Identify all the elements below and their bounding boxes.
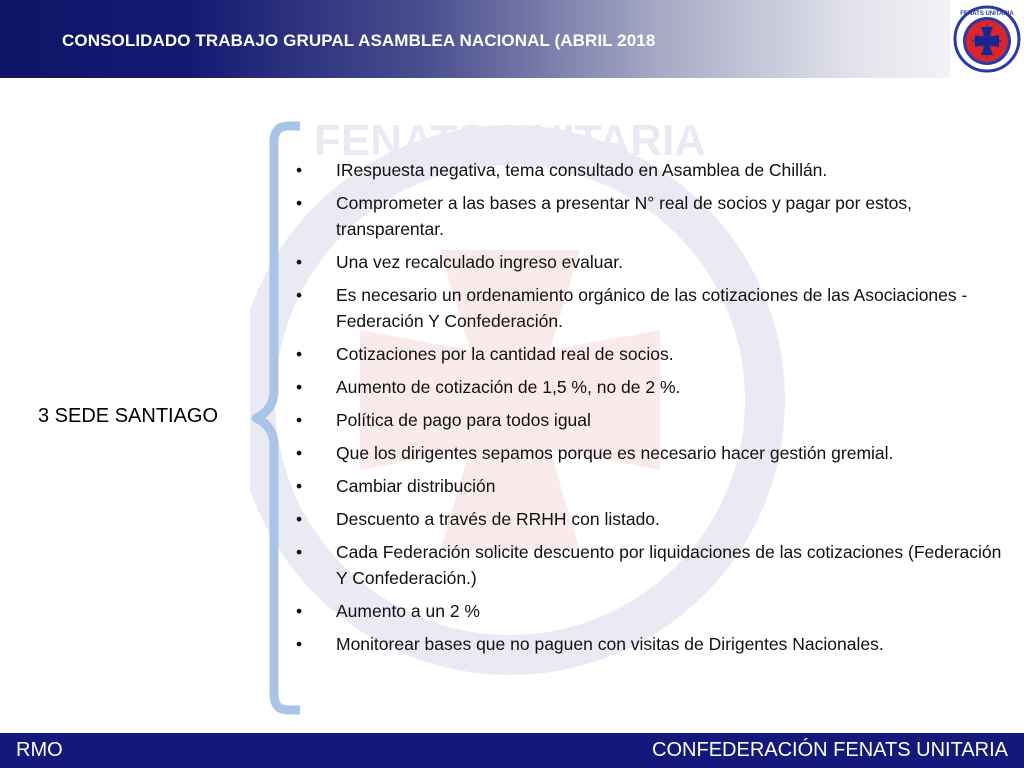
list-item (296, 374, 1006, 400)
list-item (296, 631, 1006, 657)
bullet-dot: • (296, 634, 303, 654)
bullet-dot: • (296, 410, 303, 430)
bullet-text: Cambiar distribución (336, 476, 496, 496)
list-item (296, 598, 1006, 624)
svg-text:FENATS UNITARIA: FENATS UNITARIA (314, 116, 706, 165)
bullet-dot: • (296, 193, 303, 213)
footer-bar (0, 733, 1024, 768)
bullet-text: Cotizaciones por la cantidad real de socios. (336, 344, 674, 364)
slide-title: CONSOLIDADO TRABAJO GRUPAL ASAMBLEA NACIONAL (ABRIL 2018 (62, 31, 656, 50)
bullet-text: Aumento a un 2 % (336, 601, 480, 621)
bullet-text: Monitorear bases que no paguen con visitas de Dirigentes Nacionales. (336, 634, 884, 654)
fenats-logo-icon (953, 3, 1021, 75)
list-item (296, 249, 1006, 275)
list-item (296, 473, 1006, 499)
footer-left-text: RMO (16, 739, 63, 761)
bullet-text: Comprometer a las bases a presentar N° real de socios y pagar por estos, transparentar. (336, 193, 913, 239)
list-item (296, 282, 1006, 334)
bullet-dot: • (296, 443, 303, 463)
list-item (296, 539, 1006, 591)
bullet-dot: • (296, 252, 303, 272)
section-label: 3 SEDE SANTIAGO (38, 405, 219, 427)
bullet-text: Política de pago para todos igual (336, 410, 591, 430)
bullet-dot: • (296, 344, 303, 364)
bullet-dot: • (296, 509, 303, 529)
bullet-text: IRespuesta negativa, tema consultado en Asamblea de Chillán. (336, 160, 828, 180)
bullet-text: Descuento a través de RRHH con listado. (336, 509, 660, 529)
list-item (296, 506, 1006, 532)
bullet-dot: • (296, 377, 303, 397)
list-item (296, 157, 1006, 183)
header-banner (0, 0, 950, 78)
bullet-dot: • (296, 160, 303, 180)
bullet-list (296, 157, 1006, 664)
bullet-dot: • (296, 285, 303, 305)
bullet-text: Aumento de cotización de 1,5 %, no de 2 %. (336, 377, 681, 397)
list-item (296, 190, 1006, 242)
bullet-text: Que los dirigentes sepamos porque es necesario hacer gestión gremial. (336, 443, 894, 463)
svg-text:FENATS UNITARIA: FENATS UNITARIA (960, 11, 1014, 17)
bullet-dot: • (296, 476, 303, 496)
list-item (296, 407, 1006, 433)
bullet-dot: • (296, 542, 303, 562)
bullet-text: Una vez recalculado ingreso evaluar. (336, 252, 623, 272)
list-item (296, 440, 1006, 466)
list-item (296, 341, 1006, 367)
bullet-dot: • (296, 601, 303, 621)
bullet-text: Cada Federación solicite descuento por liquidaciones de las cotizaciones (Federación Y Confederación.) (336, 542, 1002, 588)
fenats-logo (950, 0, 1024, 78)
bullet-text: Es necesario un ordenamiento orgánico de las cotizaciones de las Asociaciones - Federación Y Confederación. (336, 285, 968, 331)
footer-right-text: CONFEDERACIÓN FENATS UNITARIA (652, 739, 1008, 761)
